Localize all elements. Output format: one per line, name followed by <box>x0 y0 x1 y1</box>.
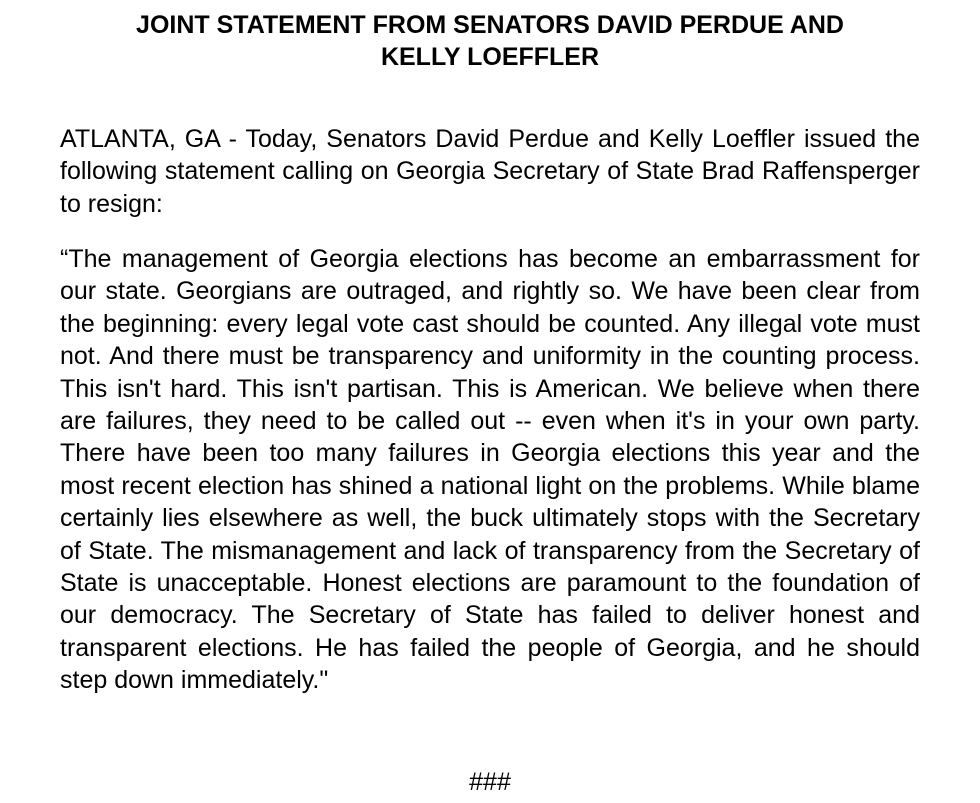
title-line-2: KELLY LOEFFLER <box>380 43 600 71</box>
statement-title <box>0 0 980 73</box>
end-mark: ### <box>469 768 511 796</box>
title-line-1: JOINT STATEMENT FROM SENATORS DAVID PERDUE AND <box>136 11 844 39</box>
quote-paragraph: “The management of Georgia elections has become an embarrassment for our state. Georgians are outraged, and rightly so. We have been clear from the beginning: every legal vote cast should be counted. Any illegal vote must not. And there must be transparency and uniformity in the counting process. This isn't hard. This isn't partisan. This is American. We believe when there are failures, they need to be called out -- even when it's in your own party. There have been too many failures in Georgia elections this year and the most recent election has shined a national light on the problems. While blame certainly lies elsewhere as well, the buck ultimately stops with the Secretary of State. The mismanagement and lack of transparency from the Secretary of State is unacceptable. Honest elections are paramount to the foundation of our democracy. The Secretary of State has failed to deliver honest and transparent elections. He has failed the people of Georgia, and he should step down immediately." <box>60 245 920 695</box>
lead-paragraph: ATLANTA, GA - Today, Senators David Perdue and Kelly Loeffler issued the following statement calling on Georgia Secretary of State Brad Raffensperger to resign: <box>60 125 920 218</box>
